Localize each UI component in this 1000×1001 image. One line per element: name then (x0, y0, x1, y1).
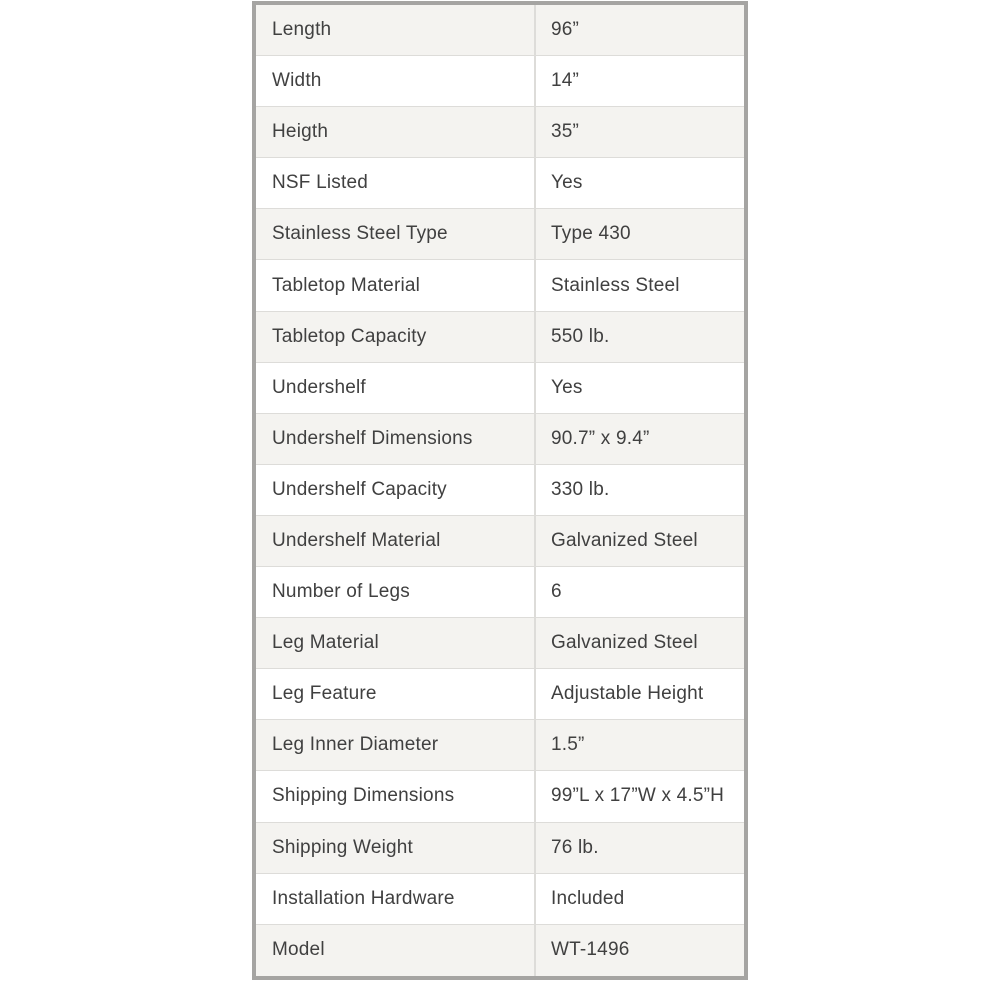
spec-value: Adjustable Height (551, 683, 704, 705)
table-row (256, 260, 744, 311)
spec-label: Undershelf Capacity (256, 465, 536, 515)
table-row (256, 5, 744, 56)
spec-label: Undershelf (256, 363, 536, 413)
table-row (256, 669, 744, 720)
spec-value: Yes (551, 172, 583, 194)
table-row (256, 363, 744, 414)
spec-label: NSF Listed (256, 158, 536, 208)
spec-label: Heigth (256, 107, 536, 157)
table-row (256, 618, 744, 669)
spec-label: Model (256, 925, 536, 976)
spec-label: Number of Legs (256, 567, 536, 617)
table-row (256, 107, 744, 158)
spec-label: Installation Hardware (256, 874, 536, 924)
specifications-table (252, 1, 748, 980)
table-row (256, 312, 744, 363)
table-row (256, 567, 744, 618)
spec-value: 550 lb. (551, 325, 610, 347)
spec-value: 99”L x 17”W x 4.5”H (551, 785, 725, 807)
spec-label: Stainless Steel Type (256, 209, 536, 259)
spec-label: Leg Material (256, 618, 536, 668)
table-row (256, 465, 744, 516)
spec-label: Length (256, 5, 536, 55)
spec-value: Stainless Steel (551, 274, 680, 296)
spec-value: 330 lb. (551, 478, 610, 500)
spec-value: 90.7” x 9.4” (551, 427, 650, 449)
table-row (256, 823, 744, 874)
spec-label: Tabletop Capacity (256, 312, 536, 362)
table-row (256, 925, 744, 976)
table-row (256, 874, 744, 925)
table-row (256, 158, 744, 209)
spec-label: Undershelf Material (256, 516, 536, 566)
spec-label: Tabletop Material (256, 260, 536, 310)
spec-value: 35” (551, 121, 580, 143)
spec-value: WT-1496 (551, 939, 630, 961)
spec-label: Undershelf Dimensions (256, 414, 536, 464)
table-row (256, 56, 744, 107)
spec-value: Included (551, 887, 625, 909)
spec-value: 76 lb. (551, 836, 599, 858)
spec-value: Galvanized Steel (551, 632, 698, 654)
spec-label: Leg Inner Diameter (256, 720, 536, 770)
spec-label: Shipping Dimensions (256, 771, 536, 821)
table-row (256, 516, 744, 567)
spec-value: Galvanized Steel (551, 529, 698, 551)
spec-value: Type 430 (551, 223, 631, 245)
table-row (256, 771, 744, 822)
spec-value: 14” (551, 70, 580, 92)
spec-label: Shipping Weight (256, 823, 536, 873)
table-row (256, 720, 744, 771)
spec-value: Yes (551, 376, 583, 398)
spec-value: 6 (551, 581, 562, 603)
spec-label: Leg Feature (256, 669, 536, 719)
table-row (256, 414, 744, 465)
table-row (256, 209, 744, 260)
spec-value: 1.5” (551, 734, 585, 756)
spec-value: 96” (551, 19, 580, 41)
spec-label: Width (256, 56, 536, 106)
